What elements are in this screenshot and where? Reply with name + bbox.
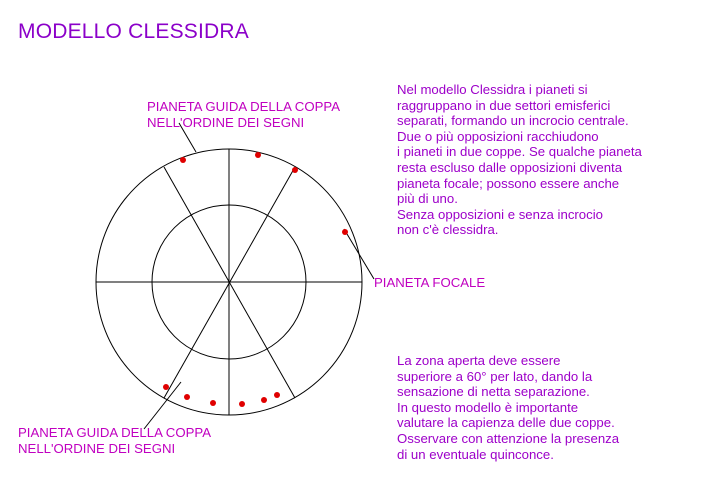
description-bottom-line: sensazione di netta separazione. <box>397 384 590 400</box>
description-bottom-line: valutare la capienza delle due coppe. <box>397 415 615 431</box>
description-top-line: separati, formando un incrocio centrale. <box>397 113 629 129</box>
planet-marker <box>292 167 298 173</box>
description-top-line: più di uno. <box>397 191 458 207</box>
description-top-line: resta escluso dalle opposizioni diventa <box>397 159 623 175</box>
planet-marker <box>239 401 245 407</box>
description-top-line: Due o più opposizioni racchiudono <box>397 128 599 144</box>
bottom-guide-label-line-2: NELL'ORDINE DEI SEGNI <box>18 440 176 456</box>
planet-marker <box>274 392 280 398</box>
description-top-line: non c'è clessidra. <box>397 222 499 238</box>
page-title: MODELLO CLESSIDRA <box>18 20 249 43</box>
planet-marker <box>163 384 169 390</box>
description-top-line: Nel modello Clessidra i pianeti si <box>397 82 588 97</box>
description-bottom-line: superiore a 60° per lato, dando la <box>397 368 593 384</box>
description-bottom-line: La zona aperta deve essere <box>397 353 561 368</box>
top-guide-label-line-1: PIANETA GUIDA DELLA COPPA <box>147 99 340 114</box>
planet-marker <box>210 400 216 406</box>
planet-marker <box>261 397 267 403</box>
focal-planet-label: PIANETA FOCALE <box>374 275 486 290</box>
description-top-line: Senza opposizioni e senza incrocio <box>397 206 603 222</box>
planet-marker <box>184 394 190 400</box>
description-bottom-line: Osservare con attenzione la presenza <box>397 430 620 446</box>
description-bottom-line: In questo modello è importante <box>397 399 579 415</box>
description-top-line: i pianeti in due coppe. Se qualche pianeta <box>397 144 642 160</box>
top-guide-pointer-line <box>179 123 196 152</box>
planet-marker <box>180 157 186 163</box>
bottom-guide-label-line-1: PIANETA GUIDA DELLA COPPA <box>18 425 211 440</box>
description-top-line: pianeta focale; possono essere anche <box>397 175 620 191</box>
description-top-line: raggruppano in due settori emisferici <box>397 97 611 113</box>
focal-pointer-line <box>344 229 374 279</box>
planet-marker <box>255 152 261 158</box>
description-bottom-line: di un eventuale quinconce. <box>397 446 554 462</box>
top-guide-label-line-2: NELL'ORDINE DEI SEGNI <box>147 114 305 130</box>
focal-planet-marker <box>342 229 348 235</box>
